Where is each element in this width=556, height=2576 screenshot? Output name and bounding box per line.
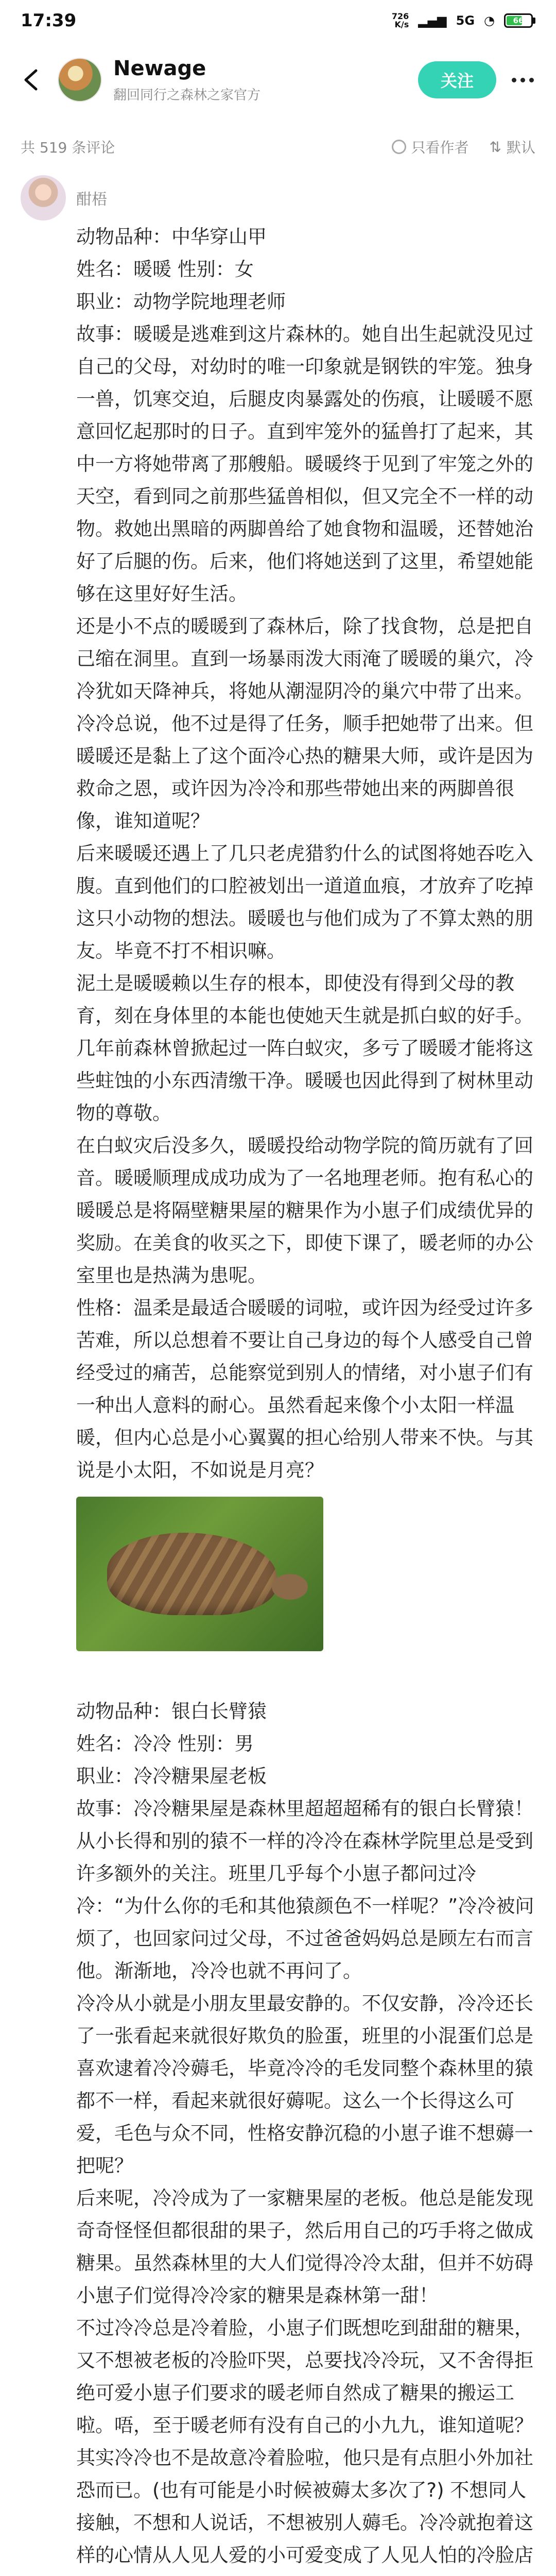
follow-button[interactable]: 关注: [418, 61, 496, 98]
paragraph: 后来暖暖还遇上了几只老虎猎豹什么的试图将她吞吃入腹。直到他们的口腔被划出一道道血痕，才放弃了吃掉这只小动物的想法。暖暖也与他们成为了不算太熟的朋友。毕竟不打不相识嘛。: [76, 842, 533, 962]
only-author-toggle[interactable]: 只看作者: [392, 137, 469, 157]
battery-level: 66: [513, 16, 524, 25]
comment-count: 共 519 条评论: [21, 139, 115, 156]
battery-icon: [504, 13, 535, 28]
author-avatar[interactable]: [58, 58, 102, 102]
paragraph: 性格：温柔是最适合暖暖的词啦，或许因为经受过许多苦难，所以总想着不要让自己身边的每个人感受自己曾经受过的痛苦，总能察觉到别人的情绪，对小崽子们有一种出人意料的耐心。虽然看起来像个小太阳一样温暖，但内心总是小心翼翼的担心给别人带来不快。与其说是小太阳，不如说是月亮？: [76, 1297, 533, 1481]
paragraph: 后来呢，冷冷成为了一家糖果屋的老板。他总是能发现奇奇怪怪但都很甜的果子，然后用自己的巧手将之做成糖果。虽然森林里的大人们觉得冷冷太甜，但并不妨碍小崽子们觉得冷冷家的糖果是森林第一甜！: [76, 2187, 533, 2307]
commenter-avatar[interactable]: [21, 175, 66, 221]
paragraph: 动物品种：银白长臂猿: [76, 1700, 267, 1722]
more-options-icon[interactable]: [505, 62, 541, 98]
signal-icon: ▂▄▆: [418, 13, 447, 28]
pangolin-photo[interactable]: [76, 1497, 323, 1651]
paragraph: 冷冷从小就是小朋友里最安静的。不仅安静，冷冷还长了一张看起来就很好欺负的脸蛋，班里的小混蛋们总是喜欢逮着冷冷薅毛，毕竟冷冷的毛发同整个森林里的猿都不一样，看起来就很好薅呢。这么一个长得这么可爱，毛色与众不同，性格安静沉稳的小崽子谁不想薅一把呢？: [76, 1992, 533, 2177]
comment-filter-bar: [0, 126, 556, 167]
paragraph: 姓名：冷冷 性别：男: [76, 1733, 254, 1755]
comment-post: [21, 175, 535, 2576]
commenter-name[interactable]: 酣梧: [76, 191, 107, 209]
paragraph: 职业：动物学院地理老师: [76, 291, 286, 313]
sort-default-button[interactable]: ⇅ 默认: [489, 138, 535, 156]
paragraph: 姓名：暖暖 性别：女: [76, 258, 254, 280]
author-name[interactable]: Newage: [113, 56, 206, 80]
wifi-icon: ◔: [484, 13, 495, 28]
status-time: 17:39: [21, 10, 77, 31]
back-icon[interactable]: [15, 64, 46, 95]
paragraph: 动物品种：中华穿山甲: [76, 226, 267, 248]
status-indicators: [392, 12, 535, 29]
paragraph: 故事：冷冷糖果屋是森林里超超超稀有的银白长臂猿！从小长得和别的猿不一样的冷冷在森林学院里总是受到许多额外的关注。班里几乎每个小崽子都问过冷冷：“为什么你的毛和其他猿颜色不一样呢？”冷冷被问烦了，也回家问过父母，不过爸爸妈妈总是顾左右而言他。渐渐地，冷冷也就不再问了。: [76, 1798, 534, 1982]
paragraph: 其实冷冷也不是故意冷着脸啦，他只是有点胆小外加社恐而已。(也有可能是小时候被薅太多次了?) 不想同人接触，不想和人说话，不想被别人薅毛。冷冷就抱着这样的心情从人见人爱的小可爱变成了人见人怕的冷脸店: [76, 2447, 533, 2566]
paragraph: 职业：冷冷糖果屋老板: [76, 1765, 267, 1787]
comment-body: [76, 221, 535, 2576]
paragraph: 故事：暖暖是逃难到这片森林的。她自出生起就没见过自己的父母，对幼时的唯一印象就是钢铁的牢笼。独身一兽，饥寒交迫，后腿皮肉暴露处的伤痕，让暖暖不愿意回忆起那时的日子。直到牢笼外的猛兽打了起来，其中一方将她带离了那艘船。暖暖终于见到了牢笼之外的天空，看到同之前那些猛兽相似，但又完全不一样的动物。救她出黑暗的两脚兽给了她食物和温暖，还替她治好了后腿的伤。后来，他们将她送到了这里，希望她能够在这里好好生活。: [76, 323, 533, 605]
paragraph: 泥土是暖暖赖以生存的根本，即使没有得到父母的教育，刻在身体里的本能也使她天生就是抓白蚁的好手。几年前森林曾掀起过一阵白蚁灾，多亏了暖暖才能将这些蛀蚀的小东西清缴干净。暖暖也因此得到了树林里动物的尊敬。: [76, 972, 533, 1124]
paragraph: 在白蚁灾后没多久，暖暖投给动物学院的简历就有了回音。暖暖顺理成成功成为了一名地理老师。抱有私心的暖暖总是将隔壁糖果屋的糖果作为小崽子们成绩优异的奖励。在美食的收买之下，即使下课了，暖老师的办公室里也是热满为患呢。: [76, 1134, 533, 1286]
author-description: 翻回同行之森林之家官方: [113, 87, 261, 103]
paragraph: 不过冷冷总是冷着脸，小崽子们既想吃到甜甜的糖果，又不想被老板的冷脸吓哭，总要找冷冷玩，又不舍得拒绝可爱小崽子们要求的暖老师自然成了糖果的搬运工啦。唔，至于暖老师有没有自己的小九九，谁知道呢？: [76, 2317, 533, 2436]
paragraph: 还是小不点的暖暖到了森林后，除了找食物，总是把自己缩在洞里。直到一场暴雨泼大雨淹了暖暖的巢穴，冷冷犹如天降神兵，将她从潮湿阴冷的巢穴中带了出来。冷冷总说，他不过是得了任务，顺手把她带了出来。但暖暖还是黏上了这个面冷心热的糖果大师，或许是因为救命之恩，或许因为冷冷和那些带她出来的两脚兽很像，谁知道呢？: [76, 615, 533, 832]
app-header: [0, 41, 556, 118]
radio-icon: [392, 140, 406, 154]
status-bar: [0, 0, 556, 41]
network-speed: 726 K/s: [391, 11, 409, 29]
sort-icon: ⇅: [489, 138, 501, 156]
network-type: 5G: [456, 13, 475, 28]
